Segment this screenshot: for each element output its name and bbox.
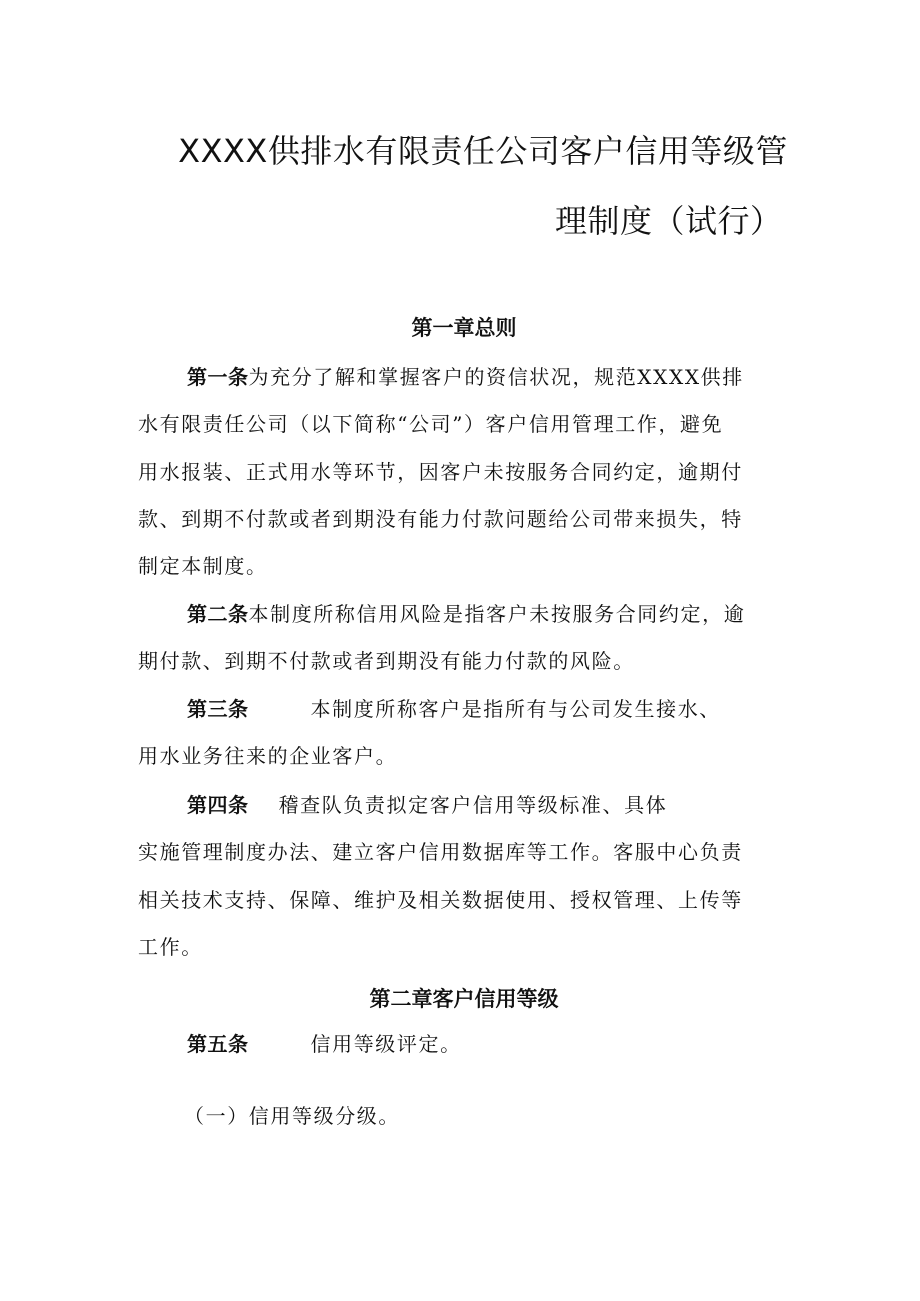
chapter-2-heading: 第二章客户信用等级 (369, 987, 559, 1011)
article-5-line-1 (187, 1028, 462, 1057)
article-1-text-1: 为充分了解和掌握客户的资信状况，规范XXXX供排 (248, 365, 744, 389)
article-2-line-1 (187, 598, 745, 627)
article-4-text-1: 稽查队负责拟定客户信用等级标准、具体 (278, 793, 668, 817)
article-4-line-2: 实施管理制度办法、建立客户信用数据库等工作。客服中心负责 (138, 840, 743, 864)
title-line-2: 理制度（试行） (555, 202, 783, 240)
article-5-text-1: 信用等级评定。 (310, 1032, 462, 1056)
article-4-line-3: 相关技术支持、保障、维护及相关数据使用、授权管理、上传等 (138, 888, 743, 912)
article-4-line-4: 工作。 (138, 935, 203, 959)
article-2-text-1: 本制度所称信用风险是指客户未按服务合同约定，逾 (248, 602, 746, 626)
article-5-label: 第五条 (187, 1032, 249, 1056)
article-1-line-1 (187, 361, 744, 390)
article-2-line-2: 期付款、到期不付款或者到期没有能力付款的风险。 (138, 649, 635, 673)
article-3-line-2: 用水业务往来的企业客户。 (138, 744, 398, 768)
article-2-label: 第二条 (187, 602, 249, 626)
chapter-1-heading: 第一章总则 (411, 316, 517, 340)
article-1-line-2: 水有限责任公司（以下简称“公司”）客户信用管理工作，避免 (138, 412, 724, 436)
article-3-label: 第三条 (187, 697, 249, 721)
article-3-line-1 (187, 693, 721, 722)
item-1: （一）信用等级分级。 (184, 1104, 400, 1128)
title-line-1: XXXX供排水有限责任公司客户信用等级管 (178, 132, 788, 170)
article-4-label: 第四条 (187, 793, 249, 817)
article-1-line-4: 款、到期不付款或者到期没有能力付款问题给公司带来损失，特 (138, 507, 743, 531)
article-3-text-1: 本制度所称客户是指所有与公司发生接水、 (310, 697, 721, 721)
article-4-line-1 (187, 789, 667, 818)
article-1-label: 第一条 (187, 365, 249, 389)
article-1-line-5: 制定本制度。 (138, 554, 268, 578)
article-1-line-3: 用水报装、正式用水等环节，因客户未按服务合同约定，逾期付 (138, 460, 743, 484)
